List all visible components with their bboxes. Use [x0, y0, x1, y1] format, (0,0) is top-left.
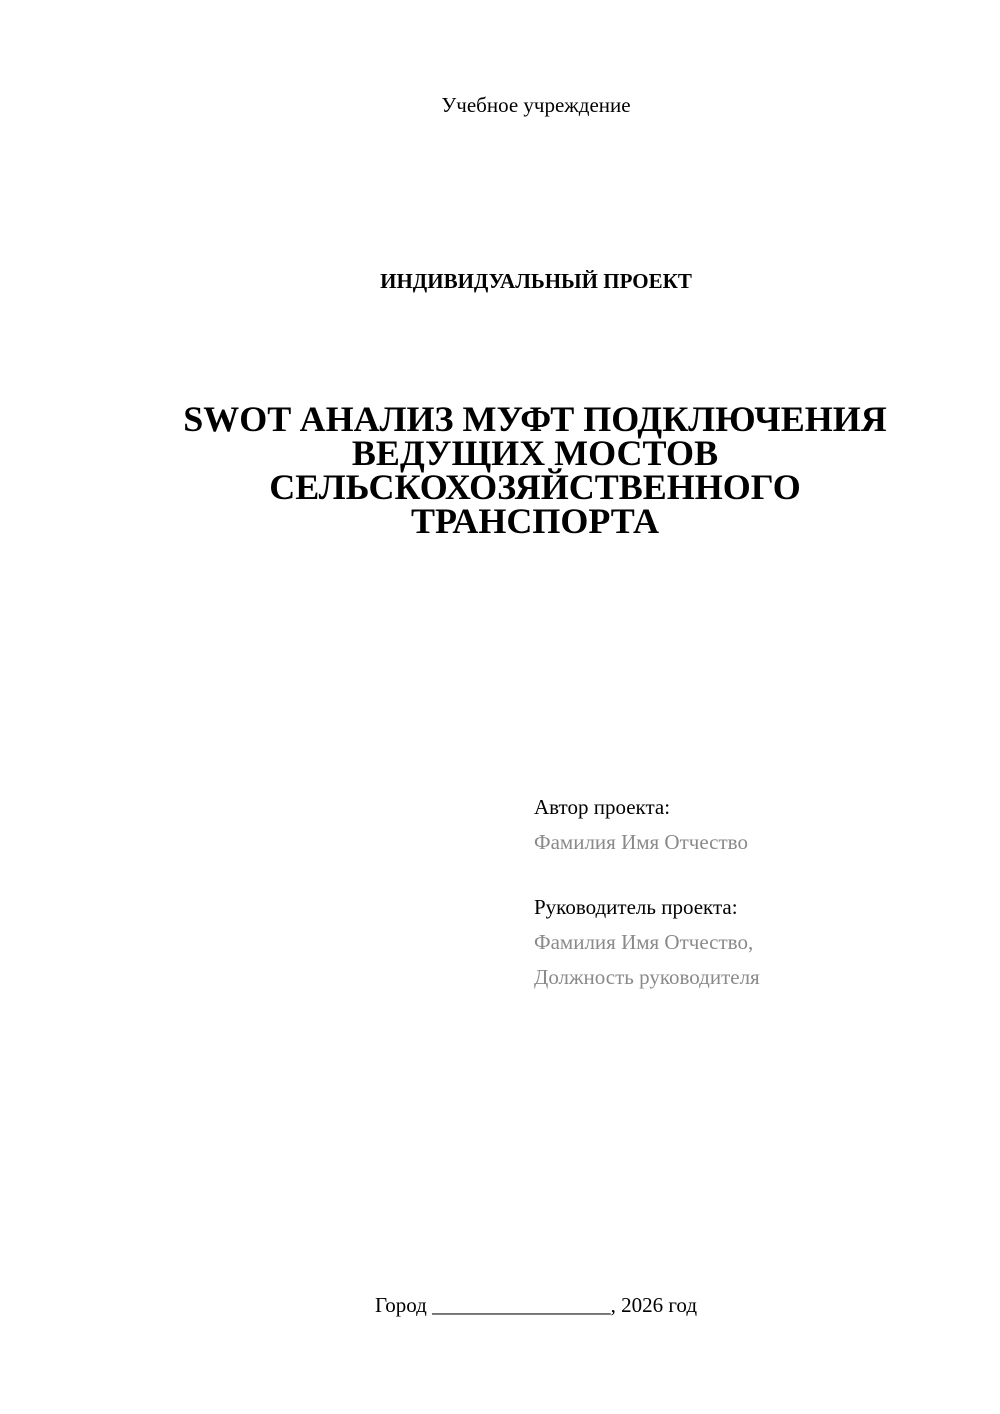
- author-name: Фамилия Имя Отчество: [534, 830, 748, 854]
- project-people-block: [534, 790, 974, 995]
- project-title-line-4: ТРАНСПОРТА: [410, 501, 660, 541]
- spacer: [534, 860, 974, 890]
- supervisor-name: Фамилия Имя Отчество,: [534, 930, 754, 954]
- author-label: Автор проекта:: [534, 795, 671, 819]
- supervisor-label: Руководитель проекта:: [534, 895, 738, 919]
- project-title-line-1: SWOT АНАЛИЗ МУФТ ПОДКЛЮЧЕНИЯ: [183, 399, 887, 439]
- supervisor-position: Должность руководителя: [534, 965, 760, 989]
- project-title-line-2: ВЕДУЩИХ МОСТОВ: [351, 433, 719, 473]
- project-title: [130, 399, 940, 541]
- institution-name: Учебное учреждение: [441, 93, 631, 117]
- project-title-line-3: СЕЛЬСКОХОЗЯЙСТВЕННОГО: [269, 467, 801, 507]
- city-year-footer: Город _________________, 2026 год: [374, 1293, 698, 1317]
- project-type-heading: ИНДИВИДУАЛЬНЫЙ ПРОЕКТ: [380, 269, 692, 293]
